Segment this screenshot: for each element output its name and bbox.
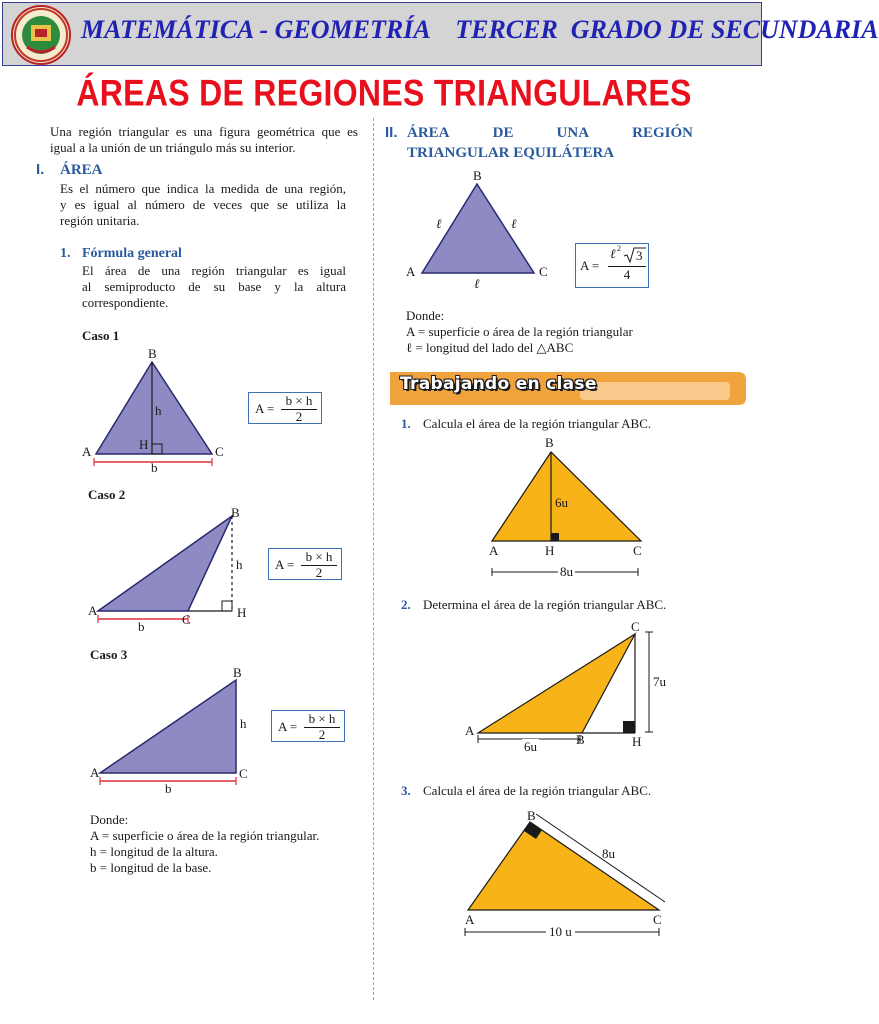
height-label: 6u — [555, 495, 568, 510]
definitions — [406, 308, 633, 356]
section-title-word: ÁREA — [407, 125, 450, 141]
vertex-label-c: C — [633, 543, 642, 558]
vertex-label-c: C — [539, 264, 548, 279]
formula-denominator: 2 — [295, 409, 303, 424]
area-formula-box — [268, 548, 342, 580]
side-label: ℓ — [474, 276, 480, 291]
foot-label-h: H — [237, 605, 247, 620]
section-title-word: REGIÓN — [632, 125, 693, 141]
exercise-text: Calcula el área de la región triangular ABC. — [423, 783, 652, 798]
formula-numerator: b × h — [305, 549, 333, 564]
vertex-label-b: B — [545, 435, 554, 450]
side-label: 8u — [602, 846, 615, 861]
vertex-label-b: B — [576, 732, 585, 747]
definitions-title: Donde: — [406, 308, 445, 323]
vertex-label-a: A — [406, 264, 416, 279]
vertex-label-c: C — [215, 444, 224, 459]
base-label: 10 u — [546, 924, 575, 940]
sqrt-icon — [623, 246, 647, 264]
case-title: Caso 1 — [82, 328, 120, 343]
height-label: h — [240, 716, 247, 731]
formula-radicand: 3 — [636, 248, 643, 263]
vertex-label-a: A — [465, 723, 475, 738]
area-formula-box — [248, 392, 322, 424]
base-label: b — [138, 619, 145, 634]
subsection-line: correspondiente. — [82, 295, 169, 310]
vertex-label-c: C — [239, 766, 248, 781]
formula-lhs: A = — [275, 557, 295, 572]
height-label: 7u — [653, 674, 666, 689]
section-text — [60, 181, 346, 229]
case3-diagram — [90, 668, 250, 788]
formula-numerator: b × h — [285, 393, 313, 408]
base-label: 6u — [524, 739, 537, 754]
formula-lhs: A = — [580, 258, 600, 273]
exercise-text: Calcula el área de la región triangular ABC. — [423, 416, 652, 431]
banner-text: Trabajando en clase — [400, 374, 597, 394]
vertex-label-b: B — [148, 346, 157, 361]
page-title: ÁREAS DE REGIONES TRIANGULARES — [76, 72, 692, 114]
case2-diagram — [86, 504, 256, 634]
equilateral-diagram — [412, 178, 542, 278]
exercise-text: Determina el área de la región triangular ABC. — [423, 597, 667, 612]
case3-triangle — [100, 680, 236, 773]
case-title: Caso 3 — [90, 647, 128, 662]
intro-line: igual a la unión de un triángulo más su interior. — [50, 140, 296, 155]
vertex-label-b: B — [527, 808, 536, 823]
height-label: h — [155, 403, 162, 418]
vertex-label-b: B — [231, 505, 240, 520]
vertex-label-a: A — [82, 444, 92, 459]
exercise3-diagram — [462, 812, 672, 942]
base-label: 8u — [560, 564, 573, 579]
section-title-word: UNA — [556, 125, 590, 141]
definition-line: ℓ = longitud del lado del △ABC — [406, 340, 574, 355]
definition-line: A = superficie o área de la región triangular. — [90, 828, 320, 843]
case1-triangle — [96, 362, 212, 454]
area-formula-box — [271, 710, 345, 742]
section-number: I. — [36, 161, 45, 178]
case2-triangle — [98, 516, 232, 611]
side-label: ℓ — [436, 216, 442, 231]
subsection-title: Fórmula general — [82, 246, 182, 261]
base-label: b — [151, 460, 158, 475]
foot-label-h: H — [139, 437, 149, 452]
formula-denominator: 4 — [623, 267, 631, 282]
exercise-number: 1. — [401, 416, 411, 431]
formula-numerator: b × h — [308, 711, 336, 726]
vertex-label-a: A — [489, 543, 499, 558]
formula-side-symbol: ℓ — [610, 246, 616, 261]
section-title-word: DE — [492, 125, 514, 141]
formula-lhs: A = — [255, 401, 275, 416]
section-line: región unitaria. — [60, 213, 140, 228]
exercise-number: 2. — [401, 597, 411, 612]
definitions-title: Donde: — [90, 812, 129, 827]
subsection-number: 1. — [60, 246, 71, 261]
intro-paragraph — [50, 124, 358, 156]
subsection-line: al semiproducto de su base y la altura — [82, 279, 346, 294]
section-number: II. — [385, 124, 398, 141]
right-angle-mark — [222, 601, 232, 611]
exercise2-triangle — [478, 634, 635, 733]
base-label: b — [165, 781, 172, 796]
vertex-label-a: A — [88, 603, 98, 618]
exercise2-diagram — [474, 626, 660, 750]
vertex-label-a: A — [465, 912, 475, 927]
side-label: ℓ — [511, 216, 517, 231]
vertex-label-b: B — [473, 168, 482, 183]
right-angle-mark — [623, 721, 635, 733]
foot-label-h: H — [632, 734, 642, 749]
height-label: h — [236, 557, 243, 572]
section-title-line2: TRIANGULAR EQUILÁTERA — [407, 145, 615, 161]
section-line: Es el número que indica la medida de una región, — [60, 181, 346, 196]
formula-lhs: A = — [278, 719, 298, 734]
definition-line: b = longitud de la base. — [90, 860, 212, 875]
subsection-text — [82, 263, 346, 311]
exercise1-diagram — [486, 448, 650, 580]
vertex-label-c: C — [653, 912, 662, 927]
vertex-label-c: C — [631, 619, 640, 634]
section-title: ÁREA — [60, 162, 103, 178]
formula-denominator: 2 — [318, 727, 326, 742]
vertex-label-a: A — [90, 765, 100, 780]
foot-label-h: H — [545, 543, 555, 558]
school-logo — [11, 5, 71, 65]
vertex-label-b: B — [233, 665, 242, 680]
definition-line: h = longitud de la altura. — [90, 844, 218, 859]
definitions — [90, 812, 319, 876]
right-angle-mark — [551, 533, 559, 541]
formula-denominator: 2 — [315, 565, 323, 580]
case-title: Caso 2 — [88, 487, 126, 502]
formula-exponent: 2 — [617, 244, 621, 253]
exercise-number: 3. — [401, 783, 411, 798]
header-title: MATEMÁTICA - GEOMETRÍA TERCER GRADO DE SECUNDARIA — [81, 15, 879, 44]
header-bar — [2, 2, 879, 66]
section-banner — [390, 370, 748, 406]
exercise3-triangle — [468, 822, 659, 910]
column-divider — [373, 118, 374, 1000]
vertex-label-c: C — [182, 612, 191, 627]
equilateral-formula-box — [575, 243, 649, 288]
definition-line: A = superficie o área de la región triangular — [406, 324, 633, 339]
subsection-line: El área de una región triangular es igual — [82, 263, 346, 278]
section-title-line1 — [407, 125, 693, 141]
section-line: y es igual al número de veces que se utiliza la — [60, 197, 346, 212]
intro-line: Una región triangular es una figura geométrica que es — [50, 124, 358, 139]
